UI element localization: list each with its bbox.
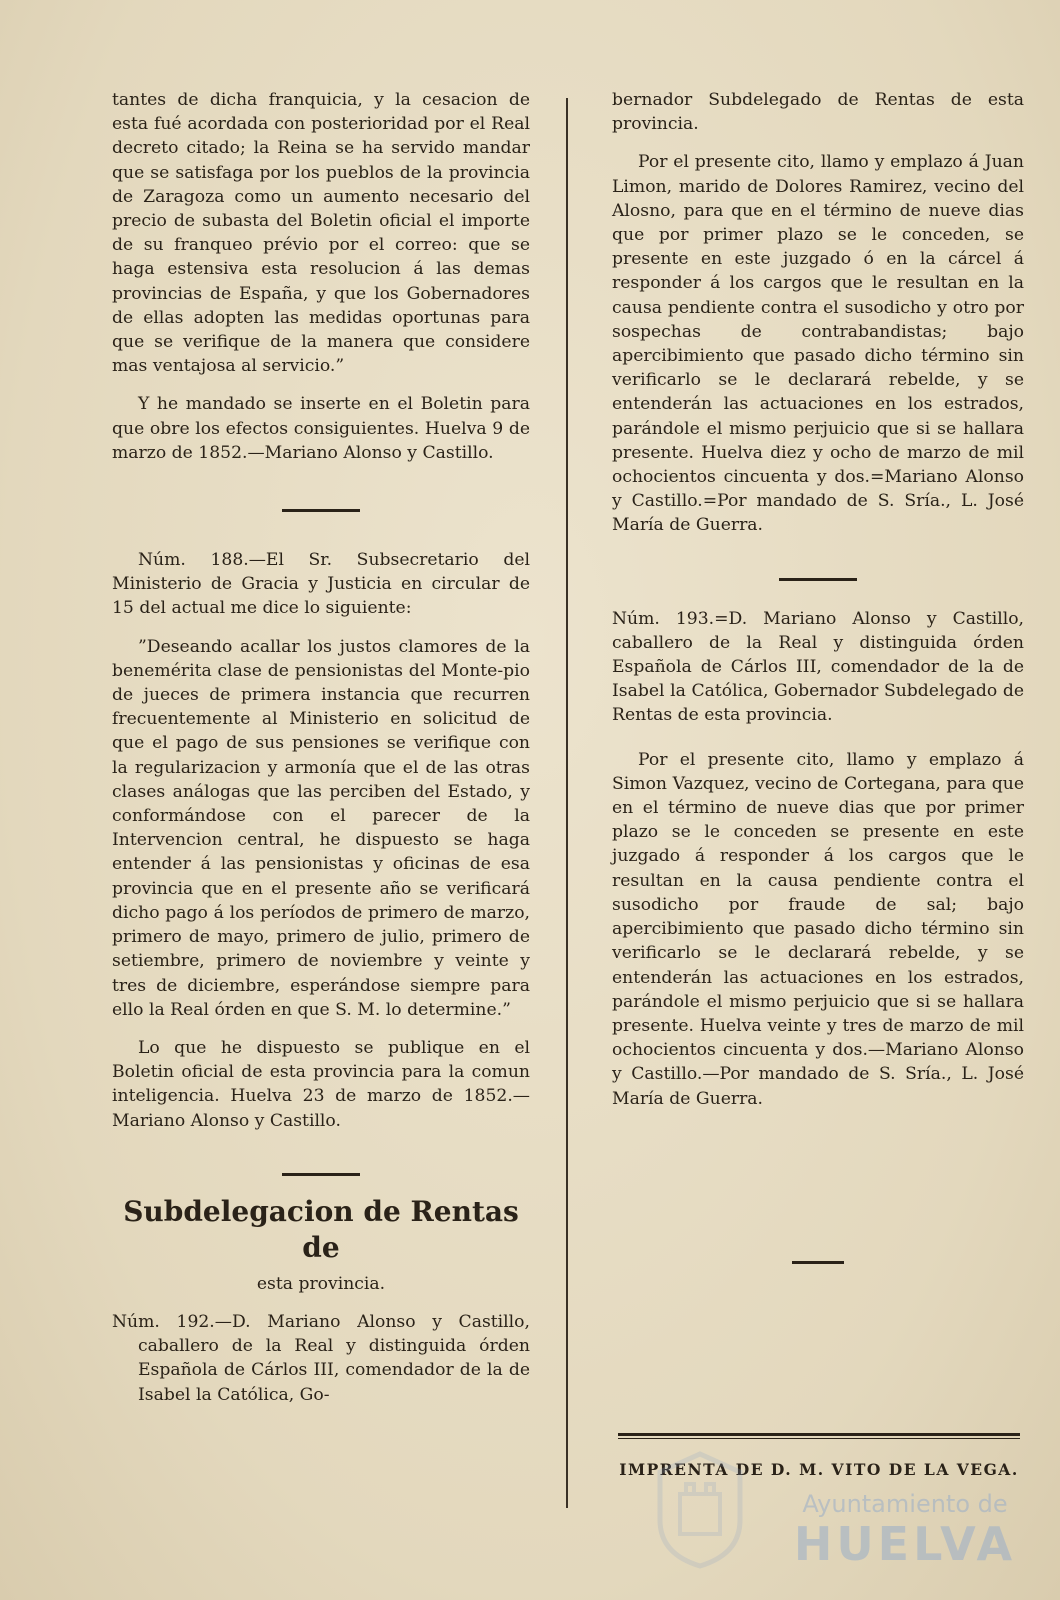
watermark-seal-icon bbox=[656, 1450, 744, 1570]
section-heading: Subdelegacion de Rentas de bbox=[123, 1194, 519, 1264]
left-paragraph-4: ”Deseando acallar los justos clamores de la benemérita clase de pensionistas del Monte-pio de jueces de primera instancia que recurren frecuentemente al Ministerio en solicitud de que el pago de sus pensiones se verifique con la regularizacion y armonía que el de las otras clases análogas que las perciben del Estado, y conformándose con el parecer de la Intervencion central, he dispuesto se haga entender á las pensionistas y oficinas de esa provincia que en el presente año se verificará dicho pago á los períodos de primero de marzo, primero de mayo, primero de julio, primero de setiembre, primero de noviembre y veinte y tres de diciembre, esperándose siempre para ello la Real órden en que S. M. lo determine.” bbox=[112, 636, 530, 1020]
section-separator bbox=[282, 509, 360, 512]
column-divider bbox=[566, 98, 568, 1508]
watermark-line-1: Ayuntamiento de bbox=[802, 1490, 1008, 1518]
section-subheading: esta provincia. bbox=[256, 1273, 386, 1294]
watermark bbox=[770, 1490, 1040, 1570]
footer-rule-thin bbox=[618, 1438, 1020, 1439]
left-paragraph-1: tantes de dicha franquicia, y la cesacion de esta fué acordada con posterioridad por el Real decreto citado; la Reina se ha servido mandar que se satisfaga por los pueblos de la provincia de Zaragoza como un aumento necesario del precio de subasta del Boletin oficial el importe de su franqueo prévio por el correo: que se haga estensiva esta resolucion á las demas provincias de España, y que los Gobernadores de ellas adopten las medidas oportunas para que se verifique de la manera que considere mas ventajosa al servicio.” bbox=[112, 90, 530, 377]
right-paragraph-3: Núm. 193.=D. Mariano Alonso y Castillo, caballero de la Real y distinguida órden Española de Cárlos III, comendador de la de Isabel la Católica, Gobernador Subdelegado de Rentas de esta provincia. bbox=[612, 608, 1024, 726]
footer-rule bbox=[618, 1433, 1020, 1436]
right-paragraph-2: Por el presente cito, llamo y emplazo á Juan Limon, marido de Dolores Ramirez, vecino del Alosno, para que en el término de nueve dias que por primer plazo se le conceden, se presente en este juzgado ó en la cárcel á responder á los cargos que le resultan en la causa pendiente contra el susodicho y otro por sospechas de contrabandistas; bajo apercibimiento que pasado dicho término sin verificarlo se le declarará rebelde, y se entenderán las actuaciones en los estrados, parándole el mismo perjuicio que si se hallara presente. Huelva diez y ocho de marzo de mil ochocientos cincuenta y dos.=Mariano Alonso y Castillo.=Por mandado de S. Sría., L. José María de Guerra. bbox=[612, 152, 1024, 536]
right-paragraph-1: bernador Subdelegado de Rentas de esta provincia. bbox=[612, 90, 1024, 135]
left-paragraph-3: Núm. 188.—El Sr. Subsecretario del Ministerio de Gracia y Justicia en circular de 15 del actual me dice lo siguiente: bbox=[112, 550, 530, 619]
section-separator bbox=[282, 1173, 360, 1176]
right-paragraph-4: Por el presente cito, llamo y emplazo á Simon Vazquez, vecino de Cortegana, para que en el término de nueve dias que por primer plazo se le conceden se presente en este juzgado á responder á los cargos que le resultan en la causa pendiente contra el susodicho por fraude de sal; bajo apercibimiento que pasado dicho término sin verificarlo se le declarará rebelde, y se entenderán las actuaciones en los estrados, parándole el mismo perjuicio que si se hallara presente. Huelva veinte y tres de marzo de mil ochocientos cincuenta y dos.—Mariano Alonso y Castillo.—Por mandado de S. Sría., L. José María de Guerra. bbox=[612, 749, 1024, 1109]
left-column bbox=[112, 88, 530, 1407]
section-separator bbox=[779, 578, 857, 581]
printer-imprint: IMPRENTA DE D. M. VITO DE LA VEGA. bbox=[619, 1460, 1019, 1479]
left-paragraph-2: Y he mandado se inserte en el Boletin para que obre los efectos consiguientes. Huelva 9 de marzo de 1852.—Mariano Alonso y Castillo. bbox=[112, 394, 530, 463]
right-column bbox=[612, 88, 1024, 1264]
section-separator bbox=[792, 1261, 844, 1264]
watermark-line-2: HUELVA bbox=[793, 1517, 1017, 1571]
left-paragraph-6: Núm. 192.—D. Mariano Alonso y Castillo, caballero de la Real y distinguida órden Española de Cárlos III, comendador de la de Isabel la Católica, Go- bbox=[112, 1311, 530, 1405]
left-paragraph-5: Lo que he dispuesto se publique en el Boletin oficial de esta provincia para la comun inteligencia. Huelva 23 de marzo de 1852.—Mariano Alonso y Castillo. bbox=[112, 1037, 530, 1131]
